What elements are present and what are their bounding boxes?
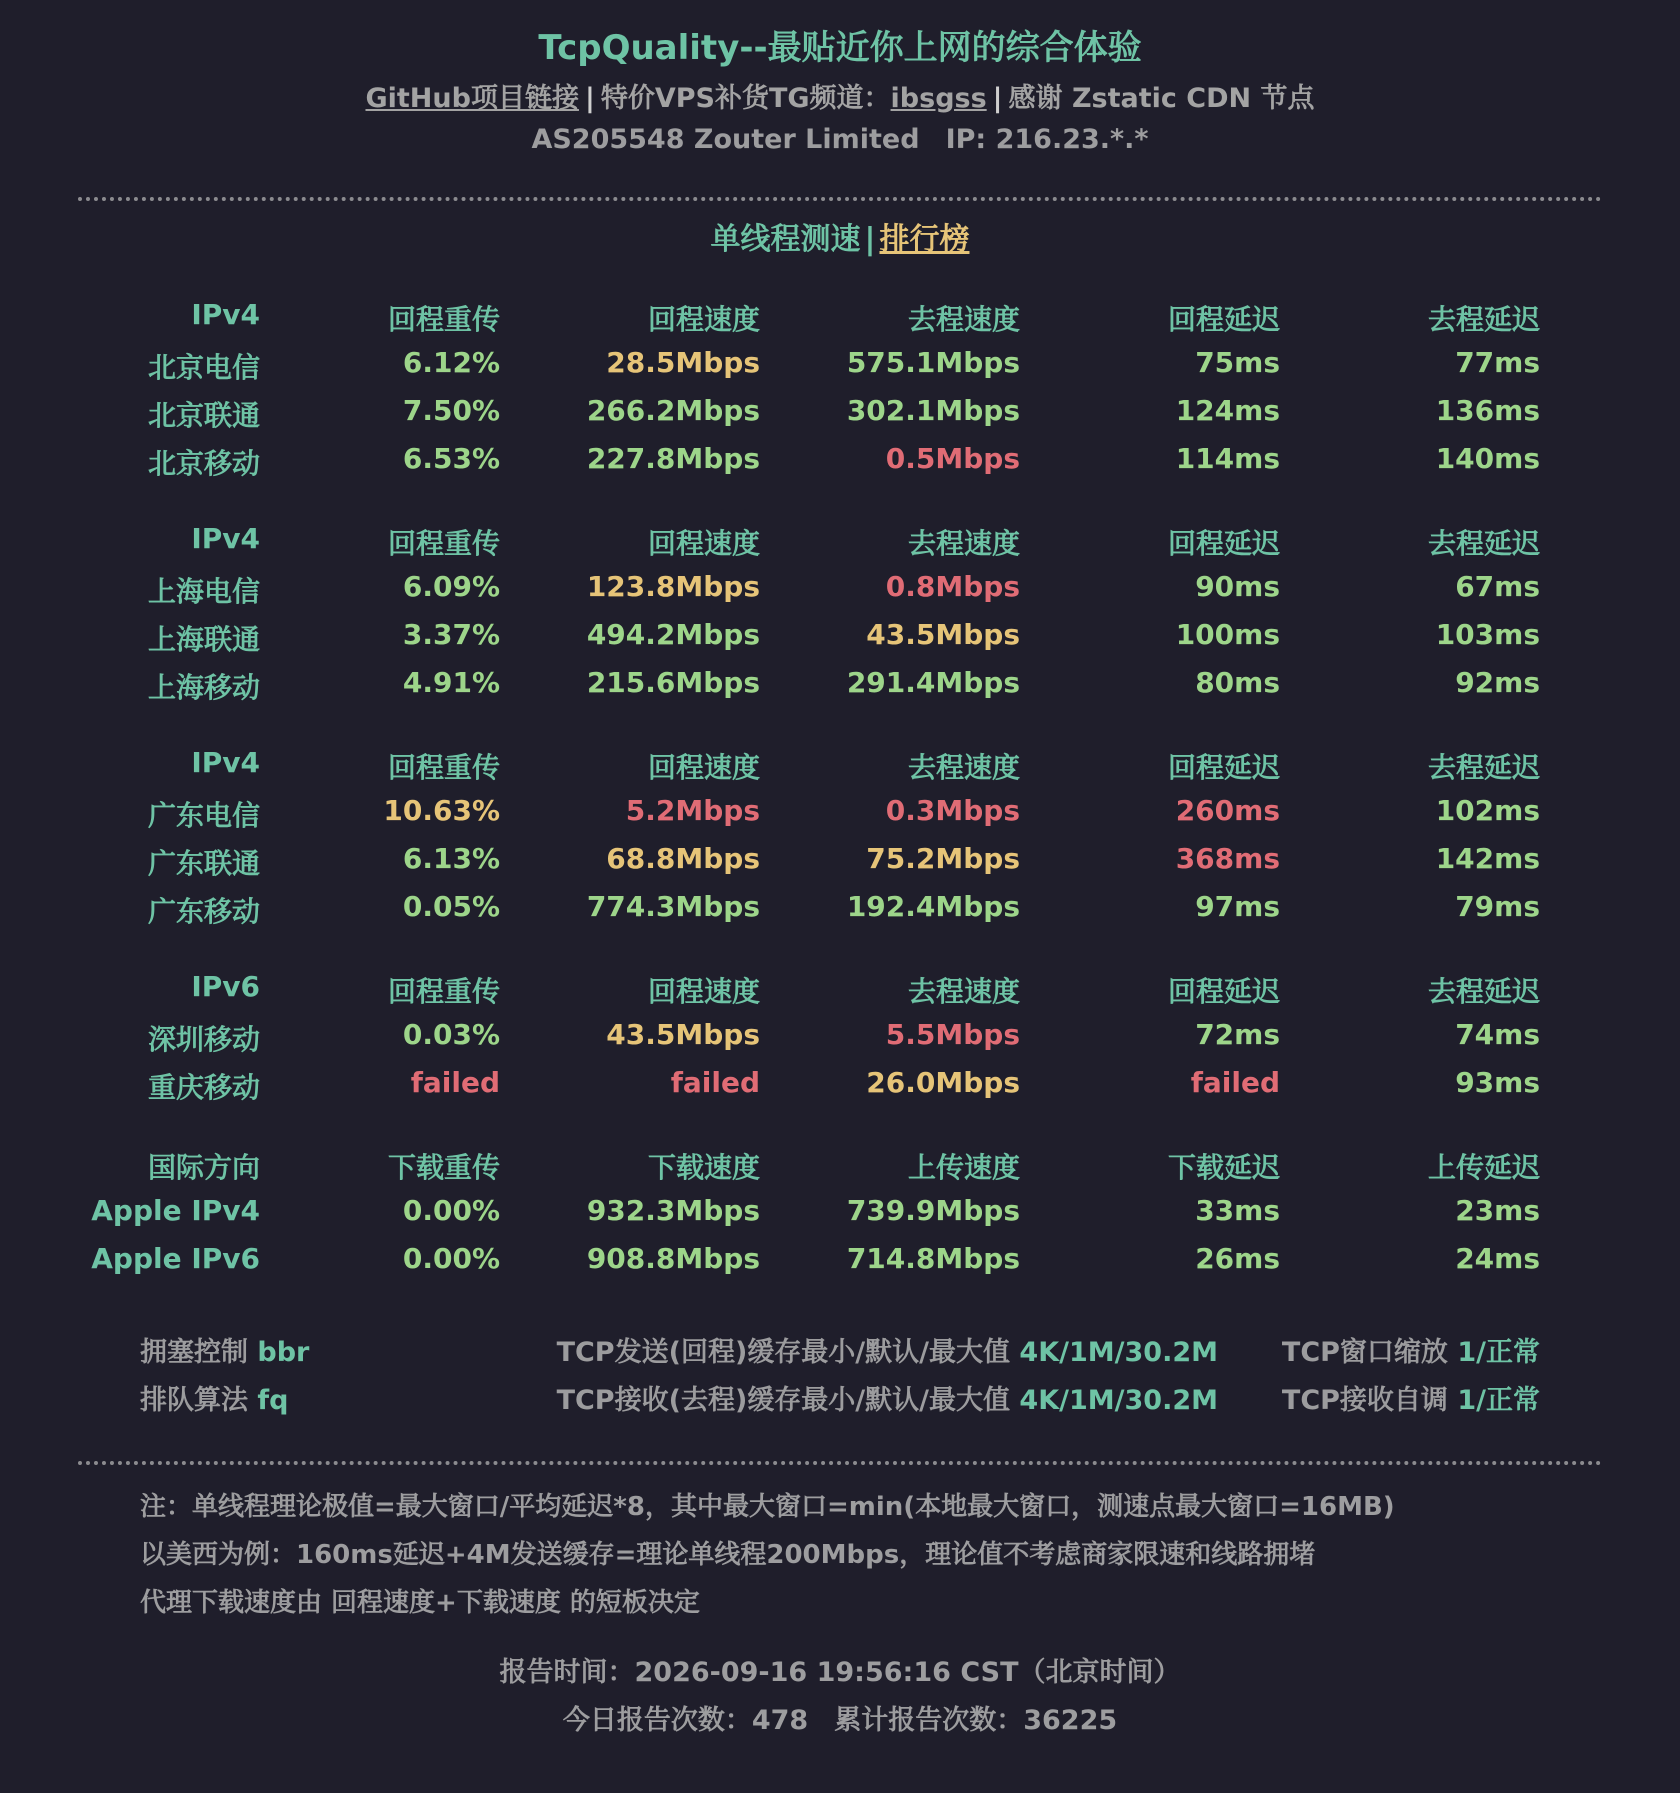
table-cell: 102ms <box>1435 794 1540 827</box>
vps-label: 特价VPS补货TG频道： <box>600 83 891 114</box>
table-cell: 24ms <box>1455 1242 1540 1275</box>
table-cell: 739.9Mbps <box>846 1194 1020 1227</box>
tab-bar <box>0 214 1680 258</box>
table-cell: 43.5Mbps <box>866 618 1020 651</box>
table-cell: 4.91% <box>402 666 500 699</box>
row-label: 上海移动 <box>147 671 260 704</box>
send-buffer <box>557 1330 1218 1369</box>
table-row <box>0 890 1680 930</box>
table-cell: 0.03% <box>402 1018 500 1051</box>
note-line: 注：单线程理论极值=最大窗口/平均延迟*8，其中最大窗口=min(本地最大窗口，测速点最大窗口=16MB) <box>140 1492 1395 1522</box>
table-row <box>0 1018 1680 1058</box>
column-header: 回程速度 <box>647 527 760 560</box>
table-cell: 227.8Mbps <box>586 442 760 475</box>
table-cell: 302.1Mbps <box>846 394 1020 427</box>
header-links <box>0 76 1680 115</box>
table-cell: 3.37% <box>402 618 500 651</box>
table-cell: 28.5Mbps <box>606 346 760 379</box>
recv-autotune <box>1282 1378 1540 1417</box>
column-header: 回程重传 <box>387 527 500 560</box>
column-header: 回程速度 <box>647 751 760 784</box>
table-cell: failed <box>670 1066 760 1099</box>
table-cell: 7.50% <box>402 394 500 427</box>
table-cell: 74ms <box>1455 1018 1540 1051</box>
table-cell: 93ms <box>1455 1066 1540 1099</box>
table-cell: 215.6Mbps <box>586 666 760 699</box>
queue-value: fq <box>257 1385 289 1416</box>
as-info <box>0 124 1680 155</box>
column-header: 回程重传 <box>387 975 500 1008</box>
table-cell: 0.00% <box>402 1242 500 1275</box>
recv-autotune-value: 1/正常 <box>1457 1385 1540 1416</box>
total-count: 累计报告次数：36225 <box>834 1705 1118 1736</box>
table-cell: 79ms <box>1455 890 1540 923</box>
table-row <box>0 1194 1680 1234</box>
table-cell: 0.00% <box>402 1194 500 1227</box>
column-header: 回程延迟 <box>1167 527 1280 560</box>
column-header: 上传延迟 <box>1427 1151 1540 1184</box>
row-label: 广东联通 <box>147 847 260 880</box>
table-row <box>0 794 1680 834</box>
table-cell: 136ms <box>1435 394 1540 427</box>
column-header: 下载速度 <box>647 1151 760 1184</box>
table-cell: 0.3Mbps <box>885 794 1020 827</box>
table-cell: 10.63% <box>383 794 500 827</box>
report-counts <box>0 1698 1680 1737</box>
table-cell: 100ms <box>1175 618 1280 651</box>
table-cell: 5.5Mbps <box>885 1018 1020 1051</box>
table-row <box>0 666 1680 706</box>
row-label: 北京移动 <box>147 447 260 480</box>
tab-ranking[interactable]: 排行榜 <box>879 222 970 257</box>
table-cell: 575.1Mbps <box>846 346 1020 379</box>
column-header: 去程速度 <box>907 303 1020 336</box>
table-row <box>0 394 1680 434</box>
table-cell: 43.5Mbps <box>606 1018 760 1051</box>
column-header: 下载延迟 <box>1167 1151 1280 1184</box>
column-header: 回程延迟 <box>1167 751 1280 784</box>
column-header: 回程延迟 <box>1167 303 1280 336</box>
dotted-divider-bottom <box>78 1461 1602 1465</box>
table-cell: 103ms <box>1435 618 1540 651</box>
table-cell: 80ms <box>1195 666 1280 699</box>
table-header-row <box>0 970 1680 1010</box>
row-label: Apple IPv4 <box>91 1194 260 1227</box>
table-cell: 6.53% <box>402 442 500 475</box>
table-cell: 123.8Mbps <box>586 570 760 603</box>
group-label: IPv4 <box>191 298 260 331</box>
tg-channel-link[interactable]: ibsgss <box>890 83 987 114</box>
table-cell: 26ms <box>1195 1242 1280 1275</box>
window-scaling-label: TCP窗口缩放 <box>1281 1337 1448 1368</box>
table-row <box>0 618 1680 658</box>
report-time: 报告时间：2026-09-16 19:56:16 CST（北京时间） <box>499 1657 1181 1688</box>
table-cell: failed <box>1190 1066 1280 1099</box>
table-cell: 5.2Mbps <box>625 794 760 827</box>
table-cell: 67ms <box>1455 570 1540 603</box>
column-header: 回程重传 <box>387 303 500 336</box>
column-header: 回程延迟 <box>1167 975 1280 1008</box>
column-header: 下载重传 <box>387 1151 500 1184</box>
table-cell: 0.8Mbps <box>885 570 1020 603</box>
table-cell: 266.2Mbps <box>586 394 760 427</box>
column-header: 上传速度 <box>907 1151 1020 1184</box>
table-cell: 6.12% <box>402 346 500 379</box>
row-label: 上海联通 <box>147 623 260 656</box>
queue-label: 排队算法 <box>140 1385 248 1416</box>
table-cell: 908.8Mbps <box>586 1242 760 1275</box>
column-header: 回程速度 <box>647 303 760 336</box>
congestion-control <box>140 1330 309 1369</box>
table-cell: 90ms <box>1195 570 1280 603</box>
table-cell: 72ms <box>1195 1018 1280 1051</box>
table-cell: 6.09% <box>402 570 500 603</box>
column-header: 去程速度 <box>907 751 1020 784</box>
today-count: 今日报告次数：478 <box>562 1705 809 1736</box>
table-header-row <box>0 746 1680 786</box>
table-row <box>0 842 1680 882</box>
table-cell: 26.0Mbps <box>866 1066 1020 1099</box>
column-header: 去程延迟 <box>1427 527 1540 560</box>
thanks-text: 感谢 Zstatic CDN 节点 <box>1008 83 1315 114</box>
table-cell: 774.3Mbps <box>586 890 760 923</box>
group-label: IPv4 <box>191 522 260 555</box>
table-row <box>0 442 1680 482</box>
table-cell: 494.2Mbps <box>586 618 760 651</box>
queue-algorithm <box>140 1378 288 1417</box>
table-cell: 6.13% <box>402 842 500 875</box>
table-cell: 97ms <box>1195 890 1280 923</box>
dotted-divider-top <box>78 197 1602 201</box>
table-cell: 140ms <box>1435 442 1540 475</box>
row-label: 北京联通 <box>147 399 260 432</box>
table-cell: 192.4Mbps <box>846 890 1020 923</box>
table-cell: 932.3Mbps <box>586 1194 760 1227</box>
table-cell: 260ms <box>1175 794 1280 827</box>
table-cell: 114ms <box>1175 442 1280 475</box>
row-label: 重庆移动 <box>147 1071 260 1104</box>
column-header: 去程延迟 <box>1427 751 1540 784</box>
group-label: 国际方向 <box>147 1151 260 1184</box>
congestion-value: bbr <box>257 1337 310 1368</box>
note-line: 以美西为例：160ms延迟+4M发送缓存=理论单线程200Mbps，理论值不考虑商家限速和线路拥堵 <box>140 1540 1316 1570</box>
table-cell: 92ms <box>1455 666 1540 699</box>
table-cell: 124ms <box>1175 394 1280 427</box>
table-cell: 75.2Mbps <box>866 842 1020 875</box>
recv-autotune-label: TCP接收自调 <box>1281 1385 1448 1416</box>
column-header: 回程重传 <box>387 751 500 784</box>
table-cell: 368ms <box>1175 842 1280 875</box>
table-cell: failed <box>410 1066 500 1099</box>
github-link[interactable]: GitHub项目链接 <box>365 83 579 114</box>
row-label: Apple IPv6 <box>91 1242 260 1275</box>
group-label: IPv4 <box>191 746 260 779</box>
table-cell: 0.5Mbps <box>885 442 1020 475</box>
asn-text: AS205548 Zouter Limited <box>531 124 920 155</box>
recv-buffer <box>557 1378 1218 1417</box>
column-header: 去程延迟 <box>1427 303 1540 336</box>
tab-separator: | <box>864 222 876 257</box>
table-row <box>0 346 1680 386</box>
congestion-label: 拥塞控制 <box>140 1337 248 1368</box>
table-cell: 0.05% <box>402 890 500 923</box>
table-cell: 75ms <box>1195 346 1280 379</box>
recv-buffer-value: 4K/1M/30.2M <box>1019 1385 1218 1416</box>
table-cell: 23ms <box>1455 1194 1540 1227</box>
table-cell: 68.8Mbps <box>606 842 760 875</box>
ip-text: IP: 216.23.*.* <box>945 124 1149 155</box>
table-cell: 714.8Mbps <box>846 1242 1020 1275</box>
separator: | <box>992 83 1003 114</box>
group-label: IPv6 <box>191 970 260 1003</box>
row-label: 深圳移动 <box>147 1023 260 1056</box>
row-label: 广东电信 <box>147 799 260 832</box>
tab-single-thread[interactable]: 单线程测速 <box>710 222 861 257</box>
table-cell: 77ms <box>1455 346 1540 379</box>
window-scaling <box>1282 1330 1540 1369</box>
send-buffer-label: TCP发送(回程)缓存最小/默认/最大值 <box>556 1337 1011 1368</box>
window-scaling-value: 1/正常 <box>1457 1337 1540 1368</box>
send-buffer-value: 4K/1M/30.2M <box>1019 1337 1218 1368</box>
table-cell: 142ms <box>1435 842 1540 875</box>
separator: | <box>584 83 595 114</box>
table-cell: 291.4Mbps <box>846 666 1020 699</box>
column-header: 去程速度 <box>907 975 1020 1008</box>
row-label: 广东移动 <box>147 895 260 928</box>
page-title: TcpQuality--最贴近你上网的综合体验 <box>538 28 1142 68</box>
row-label: 北京电信 <box>147 351 260 384</box>
table-row <box>0 570 1680 610</box>
table-header-row <box>0 1146 1680 1186</box>
table-row <box>0 1242 1680 1282</box>
table-header-row <box>0 522 1680 562</box>
table-cell: 33ms <box>1195 1194 1280 1227</box>
row-label: 上海电信 <box>147 575 260 608</box>
table-header-row <box>0 298 1680 338</box>
column-header: 去程速度 <box>907 527 1020 560</box>
column-header: 去程延迟 <box>1427 975 1540 1008</box>
recv-buffer-label: TCP接收(去程)缓存最小/默认/最大值 <box>556 1385 1011 1416</box>
note-line: 代理下载速度由 回程速度+下载速度 的短板决定 <box>140 1588 700 1618</box>
table-row <box>0 1066 1680 1106</box>
column-header: 回程速度 <box>647 975 760 1008</box>
